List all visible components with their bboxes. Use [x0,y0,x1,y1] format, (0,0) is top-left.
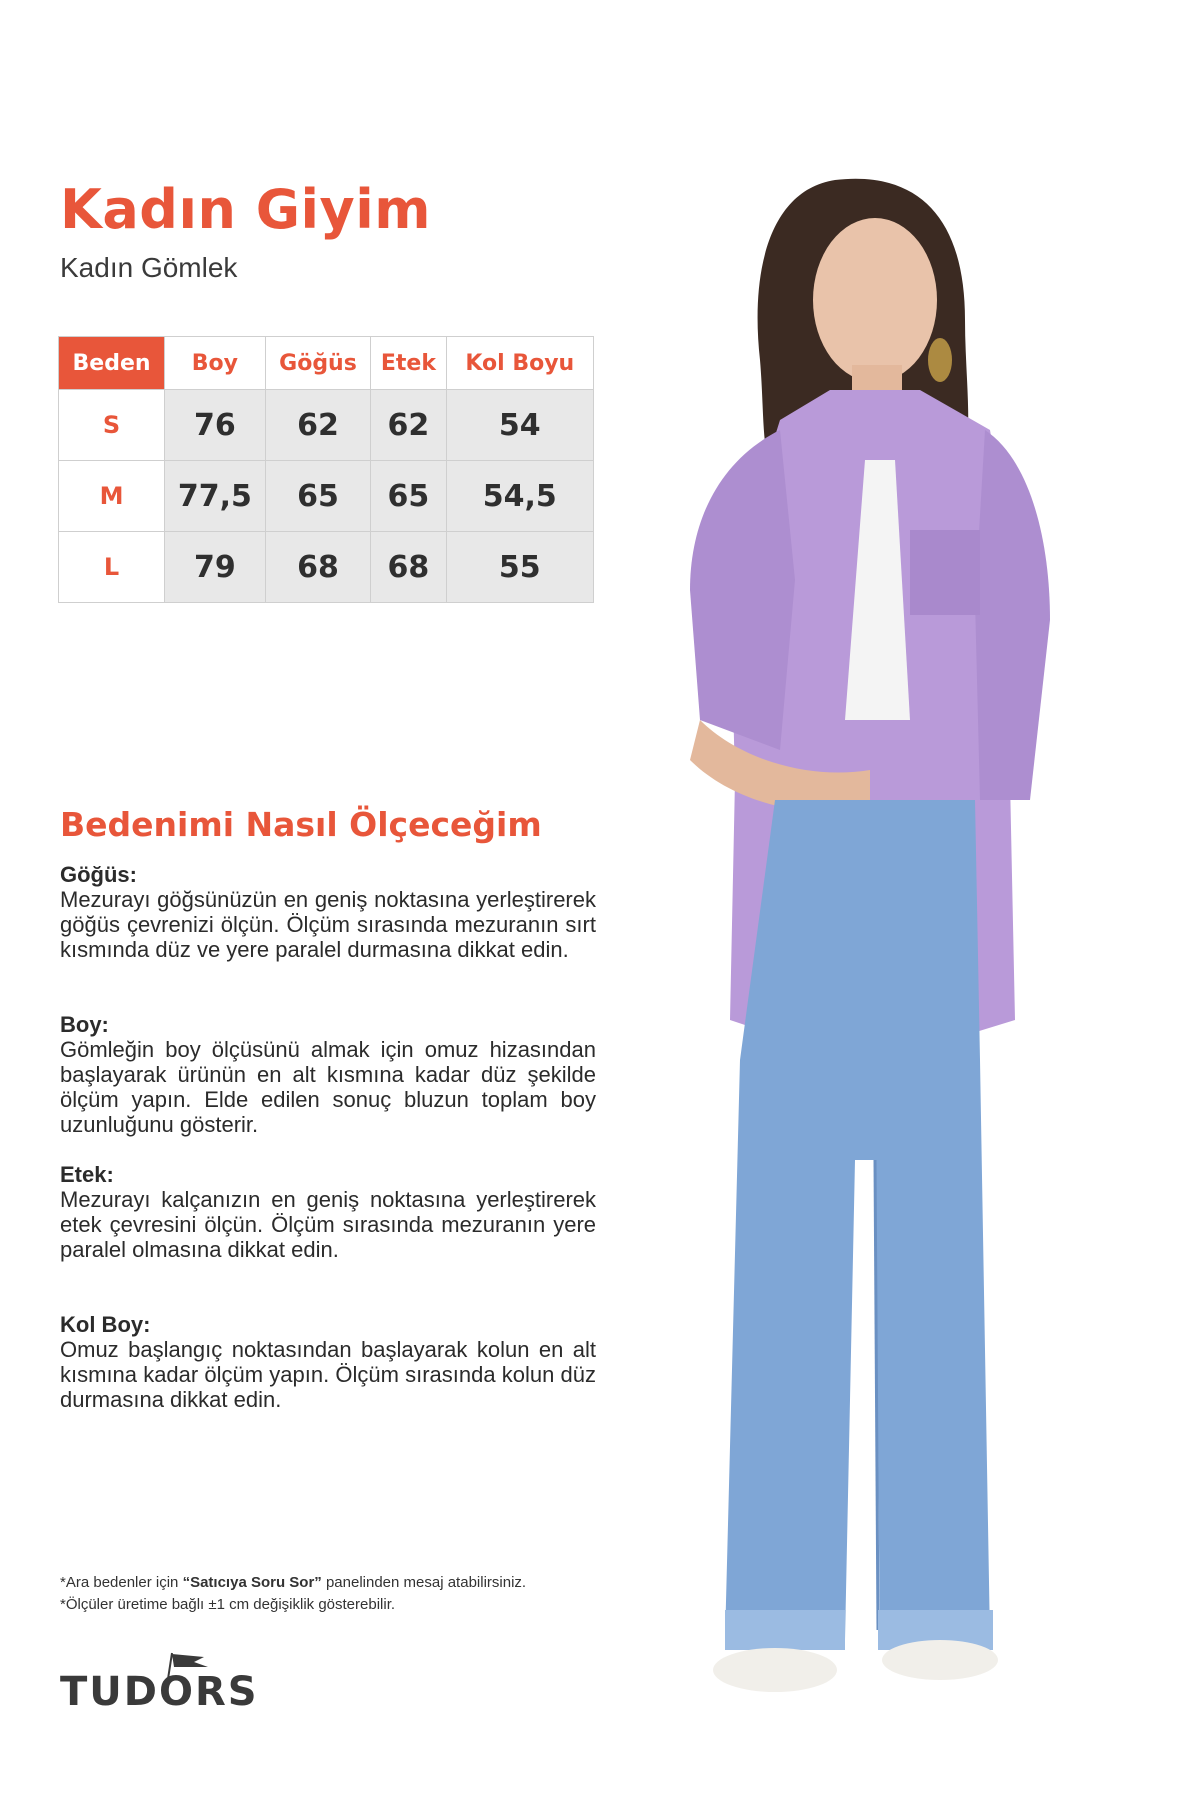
guide-section-kol-boy [60,1312,596,1412]
model-face [813,218,937,382]
header-beden: Beden [59,337,165,390]
table-cell: 79 [165,532,266,603]
table-cell: 62 [265,390,371,461]
page-title: Kadın Giyim [60,178,432,241]
footnote-1 [60,1572,526,1594]
guide-section-boy [60,1012,596,1137]
guide-heading: Boy: [60,1012,109,1037]
size-table [58,336,594,603]
guide-text: Mezurayı kalçanızın en geniş noktasına yerleştirerek etek çevresini ölçün. Ölçüm sırasında mezuranın yere paralel olmasına dikkat edin. [60,1187,596,1262]
size-table-header-row [59,337,594,390]
table-cell: 76 [165,390,266,461]
guide-text: Omuz başlangıç noktasından başlayarak kolun en alt kısmına kadar ölçüm yapın. Ölçüm sırasında kolun düz durmasına dikkat edin. [60,1337,596,1412]
flag-icon [164,1651,214,1681]
table-cell: 55 [446,532,593,603]
table-cell: 68 [265,532,371,603]
table-row [59,461,594,532]
table-cell: 54 [446,390,593,461]
measure-guide-title: Bedenimi Nasıl Ölçeceğim [60,805,542,844]
guide-heading: Göğüs: [60,862,137,887]
model-shoe-left [713,1648,837,1692]
table-cell: 77,5 [165,461,266,532]
page-subtitle: Kadın Gömlek [60,252,238,283]
ask-seller-label: “Satıcıya Soru Sor” [182,1574,322,1591]
table-cell: 68 [371,532,446,603]
table-cell: 65 [371,461,446,532]
guide-heading: Etek: [60,1162,114,1187]
earring-icon [928,338,952,382]
footnote-2: *Ölçüler üretime bağlı ±1 cm değişiklik gösterebilir. [60,1596,396,1613]
footnote-1-suffix: panelinden mesaj atabilirsiniz. [321,1574,527,1591]
header-boy: Boy [165,337,266,390]
model-jeans [725,800,990,1640]
model-photo [630,160,1130,1780]
header-kol-boyu: Kol Boyu [446,337,593,390]
model-shirt-pocket [910,530,980,615]
footnote-1-prefix: *Ara bedenler için [60,1574,183,1591]
header-gogus: Göğüs [265,337,371,390]
guide-text: Gömleğin boy ölçüsünü almak için omuz hizasından başlayarak ürünün en alt kısmına kadar düz şekilde ölçüm yapın. Elde edilen sonuç bluzun toplam boy uzunluğunu gösterir. [60,1037,596,1137]
model-shirt-sleeve-right [975,430,1050,800]
model-shirt-sleeve-left [690,430,795,750]
table-cell: 65 [265,461,371,532]
size-cell: L [59,532,165,603]
size-cell: S [59,390,165,461]
guide-section-gogus [60,862,596,962]
guide-section-etek [60,1162,596,1262]
guide-text: Mezurayı göğsünüzün en geniş noktasına yerleştirerek göğüs çevrenizi ölçün. Ölçüm sırasında mezuranın sırt kısmında düz ve yere paralel durmasına dikkat edin. [60,887,596,962]
table-cell: 54,5 [446,461,593,532]
header-etek: Etek [371,337,446,390]
table-row [59,532,594,603]
table-row [59,390,594,461]
brand-logo [60,1655,259,1715]
model-shoe-right [882,1640,998,1680]
footnotes [60,1572,526,1616]
guide-heading: Kol Boy: [60,1312,151,1337]
brand-logo-text: TUDORS [60,1669,259,1715]
table-cell: 62 [371,390,446,461]
size-cell: M [59,461,165,532]
